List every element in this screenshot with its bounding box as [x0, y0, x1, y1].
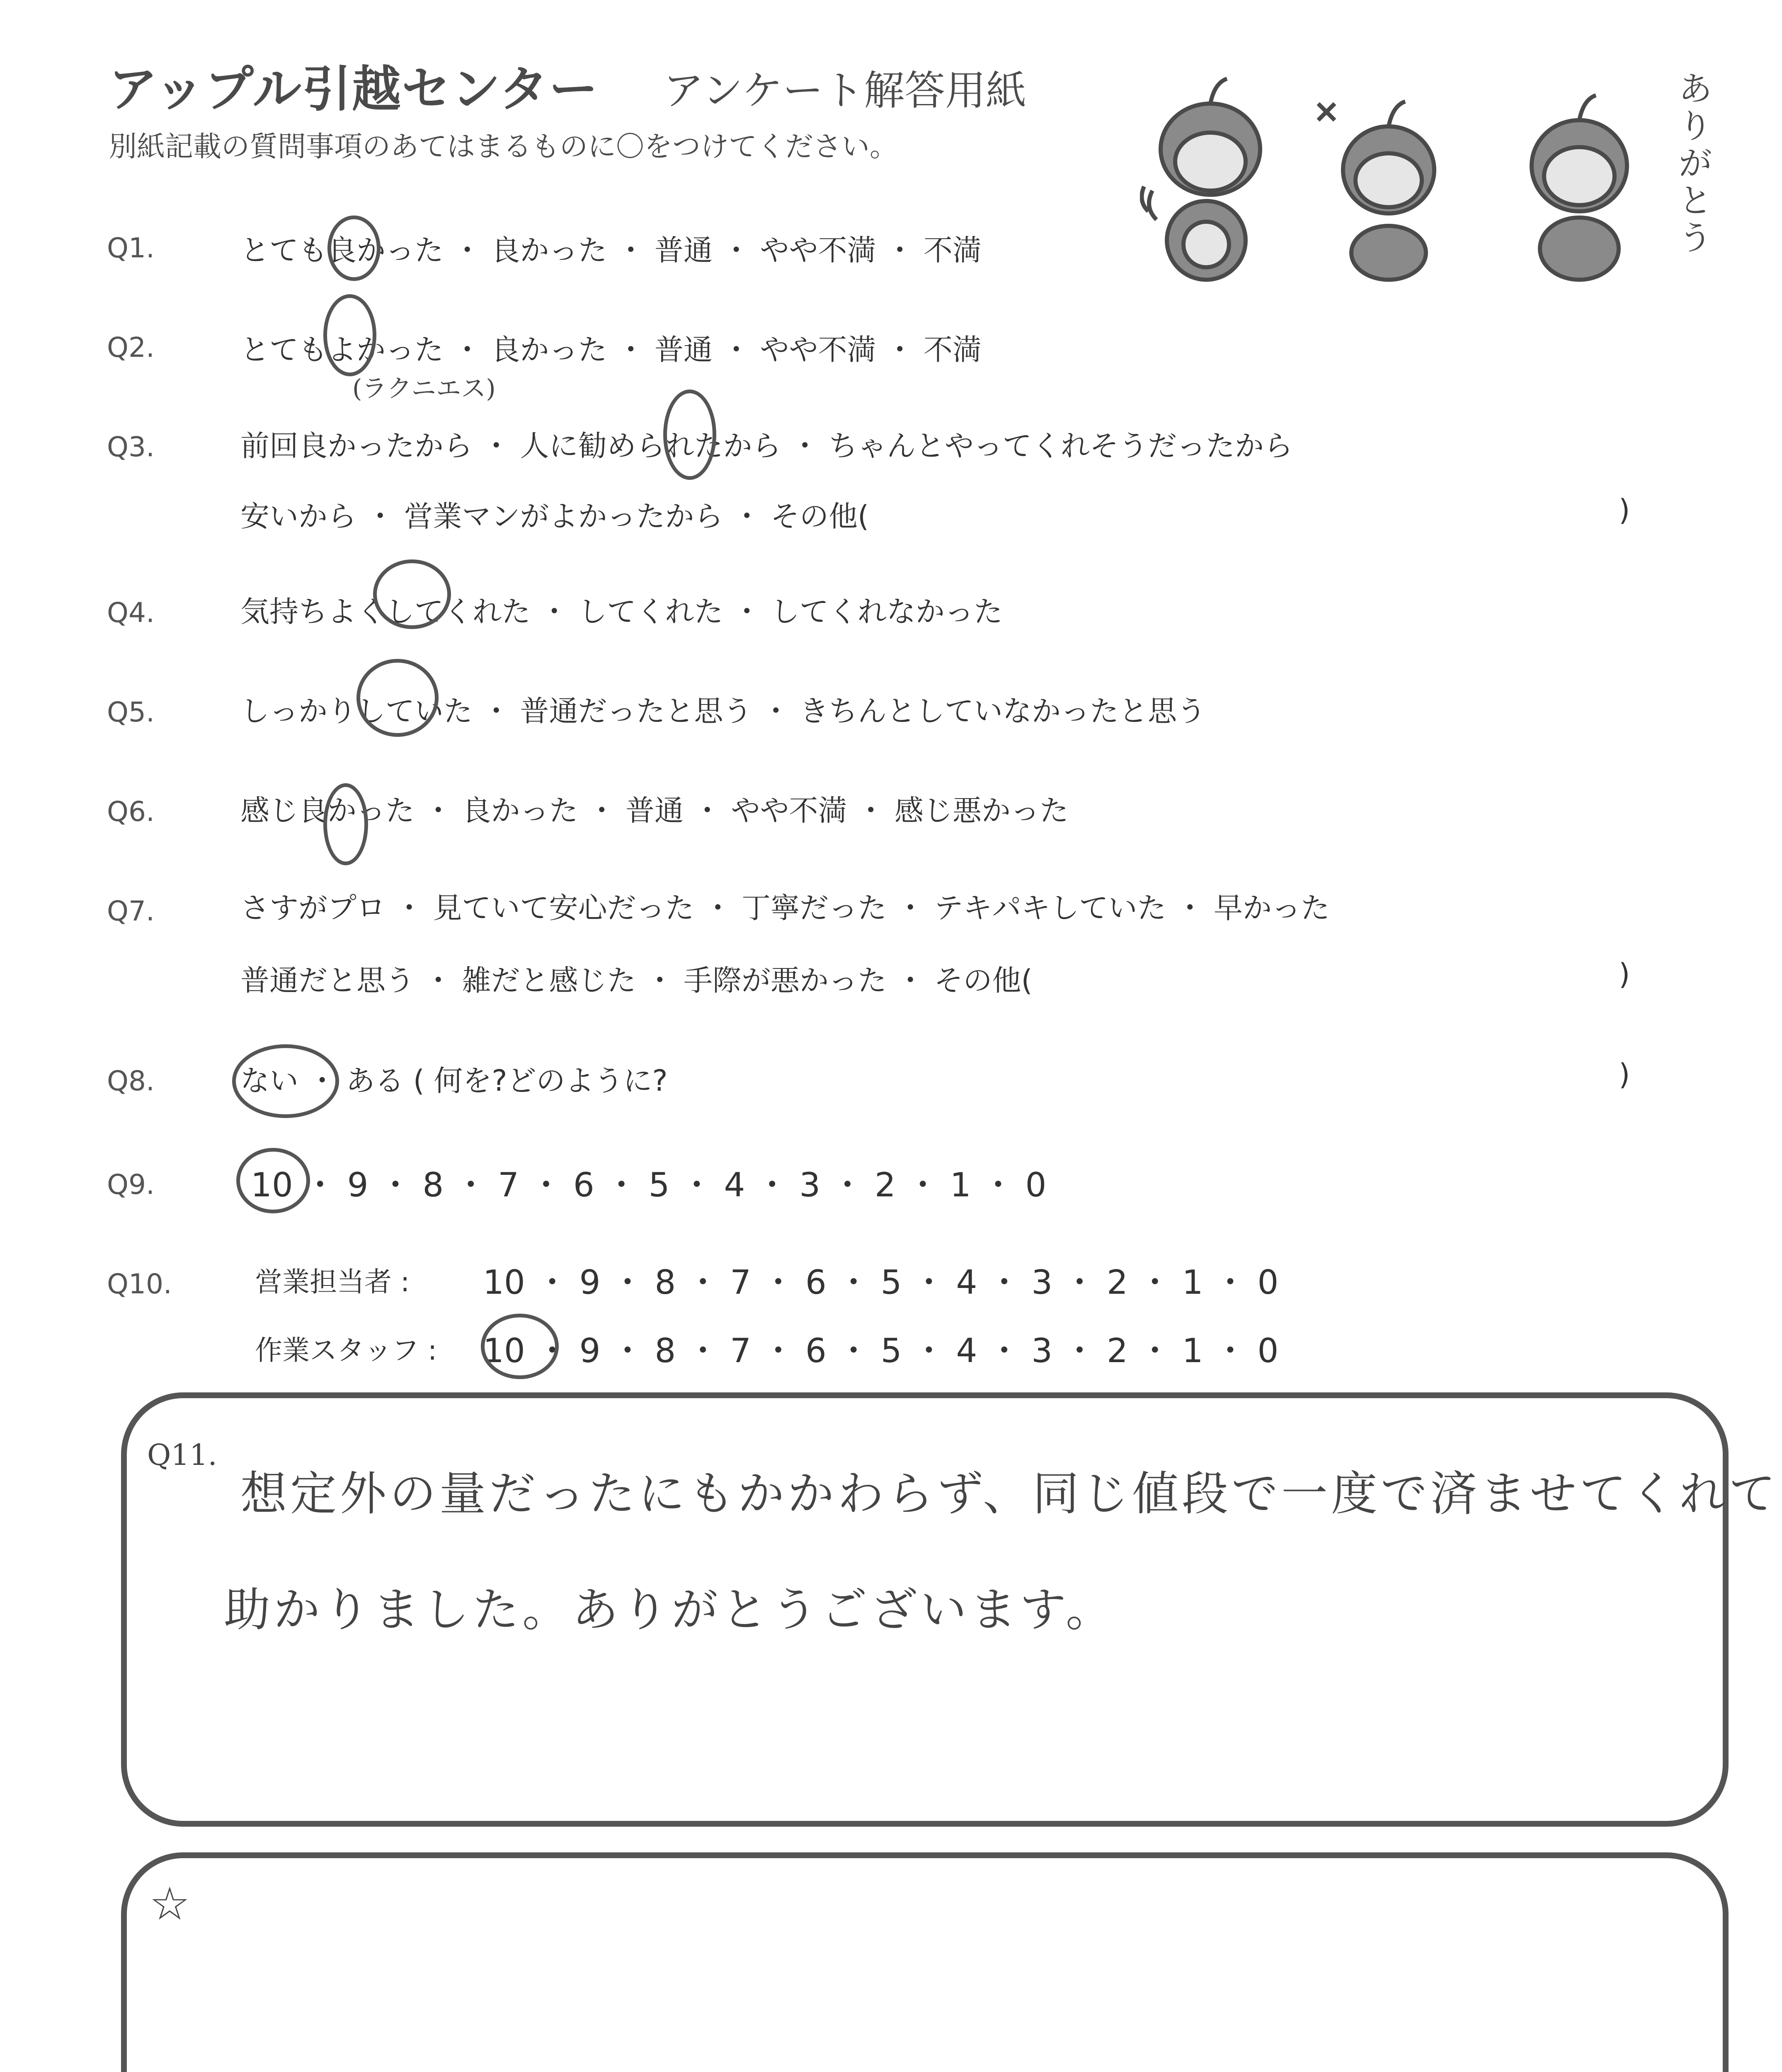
q3-close-paren: ): [1619, 493, 1630, 527]
q1-label: Q1.: [107, 232, 155, 264]
q3-label: Q3.: [107, 431, 155, 463]
q6-answer-circle: [323, 783, 368, 865]
q8-answer-circle: [232, 1044, 339, 1118]
q11-comment-line2: 助かりました。ありがとうございます。: [224, 1583, 1116, 1637]
q10-staff-scale: 10 ・ 9 ・ 8 ・ 7 ・ 6 ・ 5 ・ 4 ・ 3 ・ 2 ・ 1 ・ 0: [483, 1331, 1279, 1370]
q8-close-paren: ): [1619, 1058, 1630, 1092]
q11-comment-line1: 想定外の量だったにもかかわらず、同じ値段で一度で済ませてくれて: [240, 1467, 1779, 1521]
q5-options: しっかりしていた ・ 普通だったと思う ・ きちんとしていなかったと思う: [240, 694, 1206, 728]
q10-staff-label: 作業スタッフ :: [255, 1334, 437, 1366]
form-title: アップル引越センター: [109, 61, 599, 118]
q8-options: ない ・ ある ( 何を?どのように?: [240, 1064, 668, 1098]
q5-label: Q5.: [107, 696, 155, 728]
q6-options: 感じ良かった ・ 良かった ・ 普通 ・ やや不満 ・ 感じ悪かった: [240, 794, 1069, 828]
q8-label: Q8.: [107, 1065, 155, 1097]
form-subtitle: アンケート解答用紙: [663, 67, 1027, 114]
q3-answer-circle: [663, 390, 716, 480]
q11-label: Q11.: [147, 1438, 217, 1472]
q1-options: とても良かった ・ 良かった ・ 普通 ・ やや不満 ・ 不満: [240, 233, 982, 267]
star-note-box: [121, 1852, 1729, 2072]
q7-close-paren: ): [1619, 957, 1630, 991]
q4-label: Q4.: [107, 597, 155, 629]
q7-options-line2: 普通だと思う ・ 雑だと感じた ・ 手際が悪かった ・ その他(: [240, 963, 1033, 997]
q10-staff-answer-circle: [481, 1314, 559, 1379]
q6-label: Q6.: [107, 796, 155, 828]
q3-options-line1: 前回良かったから ・ 人に勧められたから ・ ちゃんとやってくれそうだったから: [240, 429, 1293, 463]
q9-answer-circle: [236, 1148, 310, 1213]
q4-answer-circle: [373, 559, 451, 629]
q10-label: Q10.: [107, 1268, 172, 1300]
thanks-vertical-text: ありがとう: [1679, 70, 1712, 257]
q1-answer-circle: [327, 215, 381, 281]
q7-label: Q7.: [107, 895, 155, 927]
q10-sales-label: 営業担当者 :: [255, 1266, 410, 1298]
instruction-text: 別紙記載の質問事項のあてはまるものに〇をつけてください。: [109, 131, 898, 163]
q2-handwritten-note: (ラクニエス): [352, 374, 496, 403]
q2-answer-circle: [323, 294, 376, 376]
q9-label: Q9.: [107, 1169, 155, 1201]
q2-label: Q2.: [107, 332, 155, 363]
q4-options: 気持ちよくしてくれた ・ してくれた ・ してくれなかった: [240, 595, 1003, 629]
q3-options-line2: 安いから ・ 営業マンがよかったから ・ その他(: [240, 499, 869, 533]
q7-options-line1: さすがプロ ・ 見ていて安心だった ・ 丁寧だった ・ テキパキしていた ・ 早かった: [240, 891, 1330, 925]
monkey-mascots-illustration: [1140, 66, 1687, 282]
q2-options: とてもよかった ・ 良かった ・ 普通 ・ やや不満 ・ 不満: [240, 333, 982, 367]
q10-sales-scale: 10 ・ 9 ・ 8 ・ 7 ・ 6 ・ 5 ・ 4 ・ 3 ・ 2 ・ 1 ・ 0: [483, 1263, 1279, 1302]
star-icon: ☆: [149, 1877, 190, 1930]
q9-scale: 10 ・ 9 ・ 8 ・ 7 ・ 6 ・ 5 ・ 4 ・ 3 ・ 2 ・ 1 ・ 0: [251, 1166, 1047, 1204]
q5-answer-circle: [356, 659, 439, 737]
